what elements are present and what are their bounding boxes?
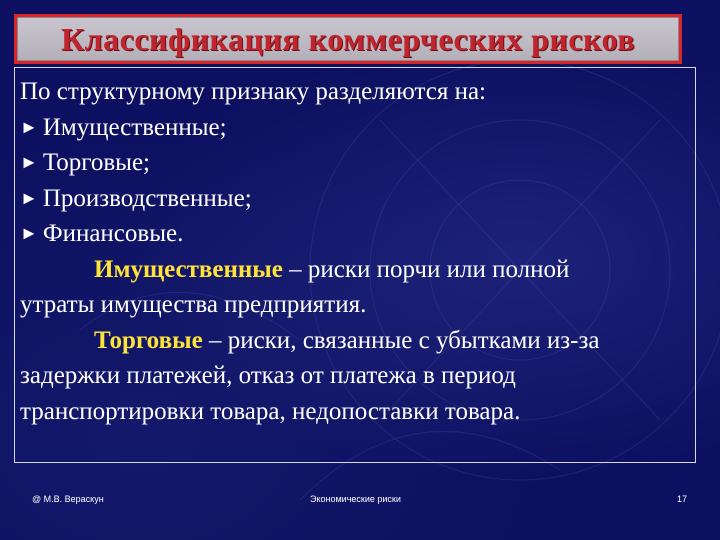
bullet-item — [20, 145, 688, 181]
definition-line — [20, 323, 688, 359]
definition-text: утраты имущества предприятия. — [20, 291, 367, 318]
slide-title: Классификация коммерческих рисков — [60, 20, 636, 57]
bullet-text: Торговые; — [42, 149, 150, 176]
definition-term: Имущественные — [94, 255, 283, 283]
definition-text: задержки платежей, отказ от платежа в период — [20, 362, 516, 389]
triangle-bullet-icon: ► — [20, 116, 38, 137]
intro-line: По структурному признаку разделяются на: — [20, 78, 486, 105]
triangle-bullet-icon: ► — [20, 223, 38, 243]
footer-page-number: 17 — [677, 494, 688, 504]
definition-text: транспортировки товара, недопоставки товара. — [20, 397, 521, 425]
bullet-item — [20, 110, 688, 146]
title-banner — [14, 14, 682, 64]
definition-text: – риски порчи или полной — [282, 255, 570, 283]
bullet-item — [20, 216, 688, 252]
definition-text: – риски, связанные с убытками из-за — [202, 326, 600, 354]
slide-body — [20, 74, 688, 429]
bullet-text: Имущественные; — [42, 113, 227, 141]
bullet-text: Производственные; — [42, 184, 252, 212]
footer-author: @ М.В. Вераскун — [32, 494, 104, 504]
definition-term: Торговые — [94, 326, 203, 354]
footer-subject: Экономические риски — [310, 494, 401, 504]
triangle-bullet-icon: ► — [20, 152, 38, 172]
bullet-item — [20, 181, 688, 217]
bullet-text: Финансовые. — [42, 220, 184, 247]
triangle-bullet-icon: ► — [20, 187, 38, 208]
definition-line — [20, 252, 688, 288]
